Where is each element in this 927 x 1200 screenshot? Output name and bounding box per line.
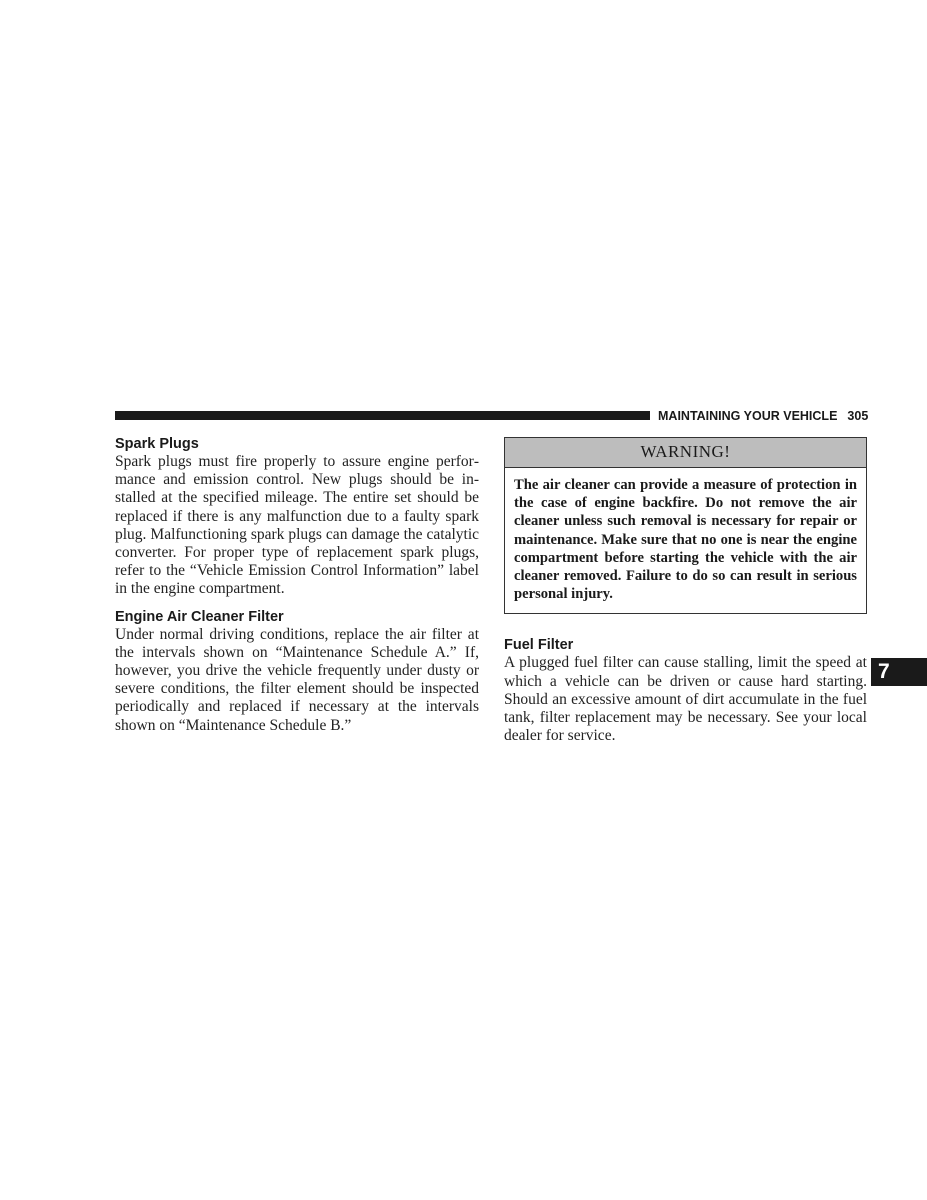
section-title: MAINTAINING YOUR VEHICLE: [658, 409, 838, 423]
running-header: [658, 409, 868, 423]
fuel-filter-body: A plugged fuel filter can cause stalling, limit the speed at which a vehicle can be driven or cause hard starting. Should an excessive amount of dirt accumulate in the fuel tank, filter replacement may be necessary. See your local dealer for service.: [504, 654, 867, 745]
spark-plugs-section: [115, 435, 479, 599]
air-cleaner-body: Under normal driving conditions, replace the air filter at the intervals shown on “Maintenance Schedule A.” If, however, you drive the vehicle frequently under dusty or severe conditions, the filter element should be inspected periodically and replaced if necessary at the intervals shown on “Maintenance Schedule B.”: [115, 625, 479, 734]
fuel-filter-section: [504, 636, 867, 745]
right-column: [504, 435, 867, 745]
header-rule: [115, 411, 650, 420]
warning-body: The air cleaner can provide a measure of protection in the case of engine backfire. Do not remove the air cleaner unless such removal is necessary for repair or maintenance. Make sure that no one is near the engine compartment before starting the vehicle with the air cleaner removed. Failure to do so can result in serious personal injury.: [514, 477, 857, 603]
left-column: [115, 435, 479, 735]
spark-plugs-heading: Spark Plugs: [115, 436, 199, 452]
chapter-tab: 7: [871, 658, 927, 686]
page-number: 305: [847, 409, 869, 423]
fuel-filter-heading: Fuel Filter: [504, 637, 574, 654]
air-cleaner-section: [115, 608, 479, 735]
air-cleaner-heading: Engine Air Cleaner Filter: [115, 608, 284, 625]
warning-title: WARNING!: [505, 438, 866, 468]
spark-plugs-body: Spark plugs must fire properly to assure engine performance and emission control. New plugs should be installed at the specified mileage. The entire set should be replaced if there is any malfunction due to a faulty spark plug. Malfunctioning spark plugs can damage the catalytic converter. For proper type of replacement spark plugs, refer to the “Vehicle Emission Control Information” label in the engine compartment.: [115, 453, 479, 598]
warning-box: [504, 437, 867, 614]
